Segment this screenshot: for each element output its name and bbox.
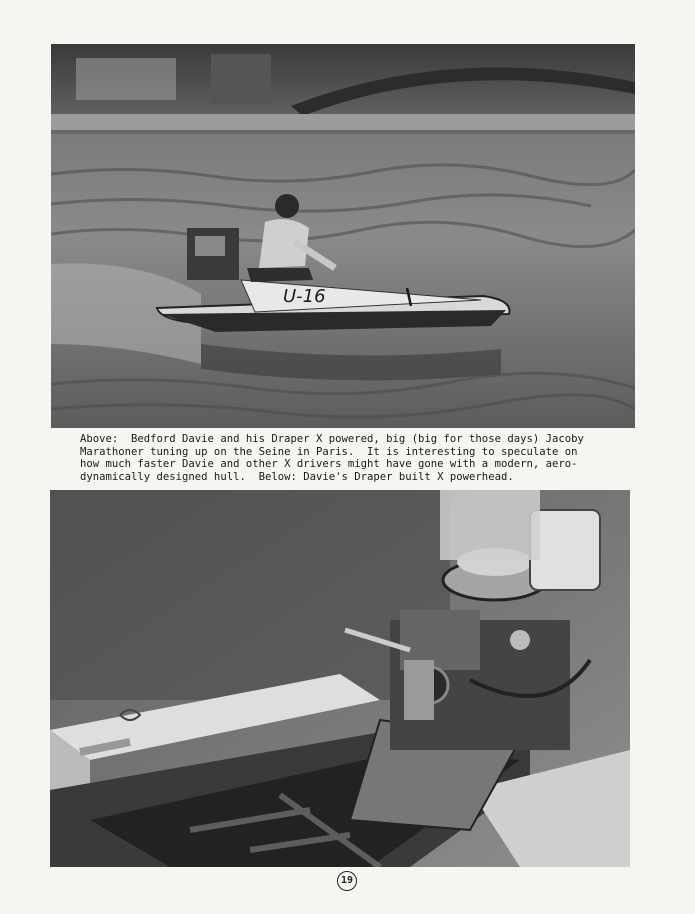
caption-line-2: Marathoner tuning up on the Seine in Paris. It is interesting to speculate on bbox=[80, 445, 578, 458]
photo-racing-boat-on-seine bbox=[51, 44, 635, 428]
photo-powerhead-engine bbox=[50, 490, 630, 867]
caption-line-3: how much faster Davie and other X drivers might have gone with a modern, aero- bbox=[80, 458, 578, 470]
boat-number-text: U-16 bbox=[283, 286, 326, 307]
caption-line-1: Above: Bedford Davie and his Draper X powered, big (big for those days) Jacoby bbox=[80, 433, 584, 445]
page-number: 19 bbox=[337, 871, 357, 891]
caption-line-4: dynamically designed hull. Below: Davie's Draper built X powerhead. bbox=[80, 470, 514, 483]
photo-caption bbox=[80, 433, 625, 483]
